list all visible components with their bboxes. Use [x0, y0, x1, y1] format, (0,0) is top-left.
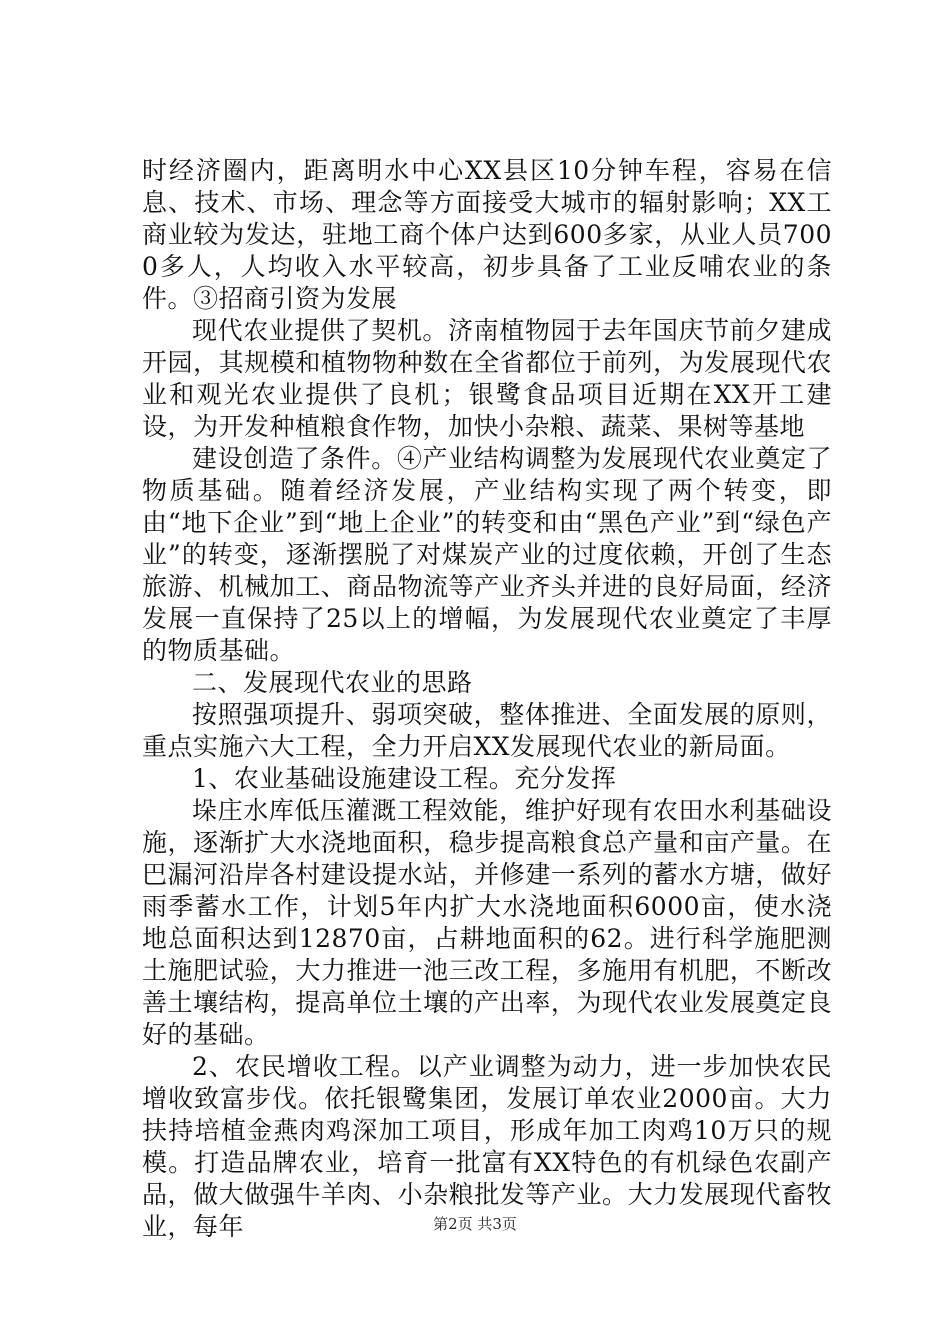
paragraph-2: 现代农业提供了契机。济南植物园于去年国庆节前夕建成开园，其规模和植物物种数在全省都位于前列，为发展现代农业和观光农业提供了良机；银鹭食品项目近期在XX开工建设，为开发种植粮食作物，加快小杂粮、蔬菜、果树等基地: [142, 316, 832, 441]
paragraph-7: 垛庄水库低压灌溉工程效能，维护好现有农田水利基础设施，逐渐扩大水浇地面积，稳步提高粮食总产量和亩产量。在巴漏河沿岸各村建设提水站，并修建一系列的蓄水方塘，做好雨季蓄水工作，计划5年内扩大水浇地面积6000亩，使水浇地总面积达到12870亩，占耕地面积的62。进行科学施肥测土施肥试验，大力推进一池三改工程，多施用有机肥，不断改善土壤结构，提高单位土壤的产出率，为现代农业发展奠定良好的基础。: [142, 796, 832, 1049]
section-heading: 二、发展现代农业的思路: [192, 668, 473, 697]
paragraph-8: 2、农民增收工程。以产业调整为动力，进一步加快农民增收致富步伐。依托银鹭集团，发展订单农业2000亩。大力扶持培植金燕肉鸡深加工项目，形成年加工肉鸡10万只的规模。打造品牌农业，培育一批富有XX特色的有机绿色农副产品，做大做强牛羊肉、小杂粮批发等产业。大力发展现代畜牧业，每年: [142, 1052, 832, 1241]
paragraph-5: 按照强项提升、弱项突破，整体推进、全面发展的原则，重点实施六大工程，全力开启XX发展现代农业的新局面。: [142, 700, 832, 761]
item-heading-1: 1、农业基础设施建设工程。充分发挥: [192, 764, 617, 793]
paragraph-1: 时经济圈内，距离明水中心XX县区10分钟车程，容易在信息、技术、市场、理念等方面接受大城市的辐射影响；XX工商业较为发达，驻地工商个体户达到600多家，从业人员7000多人，人均收入水平较高，初步具备了工业反哺农业的条件。③招商引资为发展: [142, 156, 832, 313]
paragraph-3: 建设创造了条件。④产业结构调整为发展现代农业奠定了物质基础。随着经济发展，产业结构实现了两个转变，即由“地下企业”到“地上企业”的转变和由“黑色产业”到“绿色产业”的转变，逐渐摆脱了对煤炭产业的过度依赖，开创了生态旅游、机械加工、商品物流等产业齐头并进的良好局面，经济发展一直保持了25以上的增幅，为发展现代农业奠定了丰厚的物质基础。: [142, 444, 832, 665]
page-number-footer: 第2页 共3页: [433, 1215, 517, 1233]
document-body: [142, 155, 832, 1243]
